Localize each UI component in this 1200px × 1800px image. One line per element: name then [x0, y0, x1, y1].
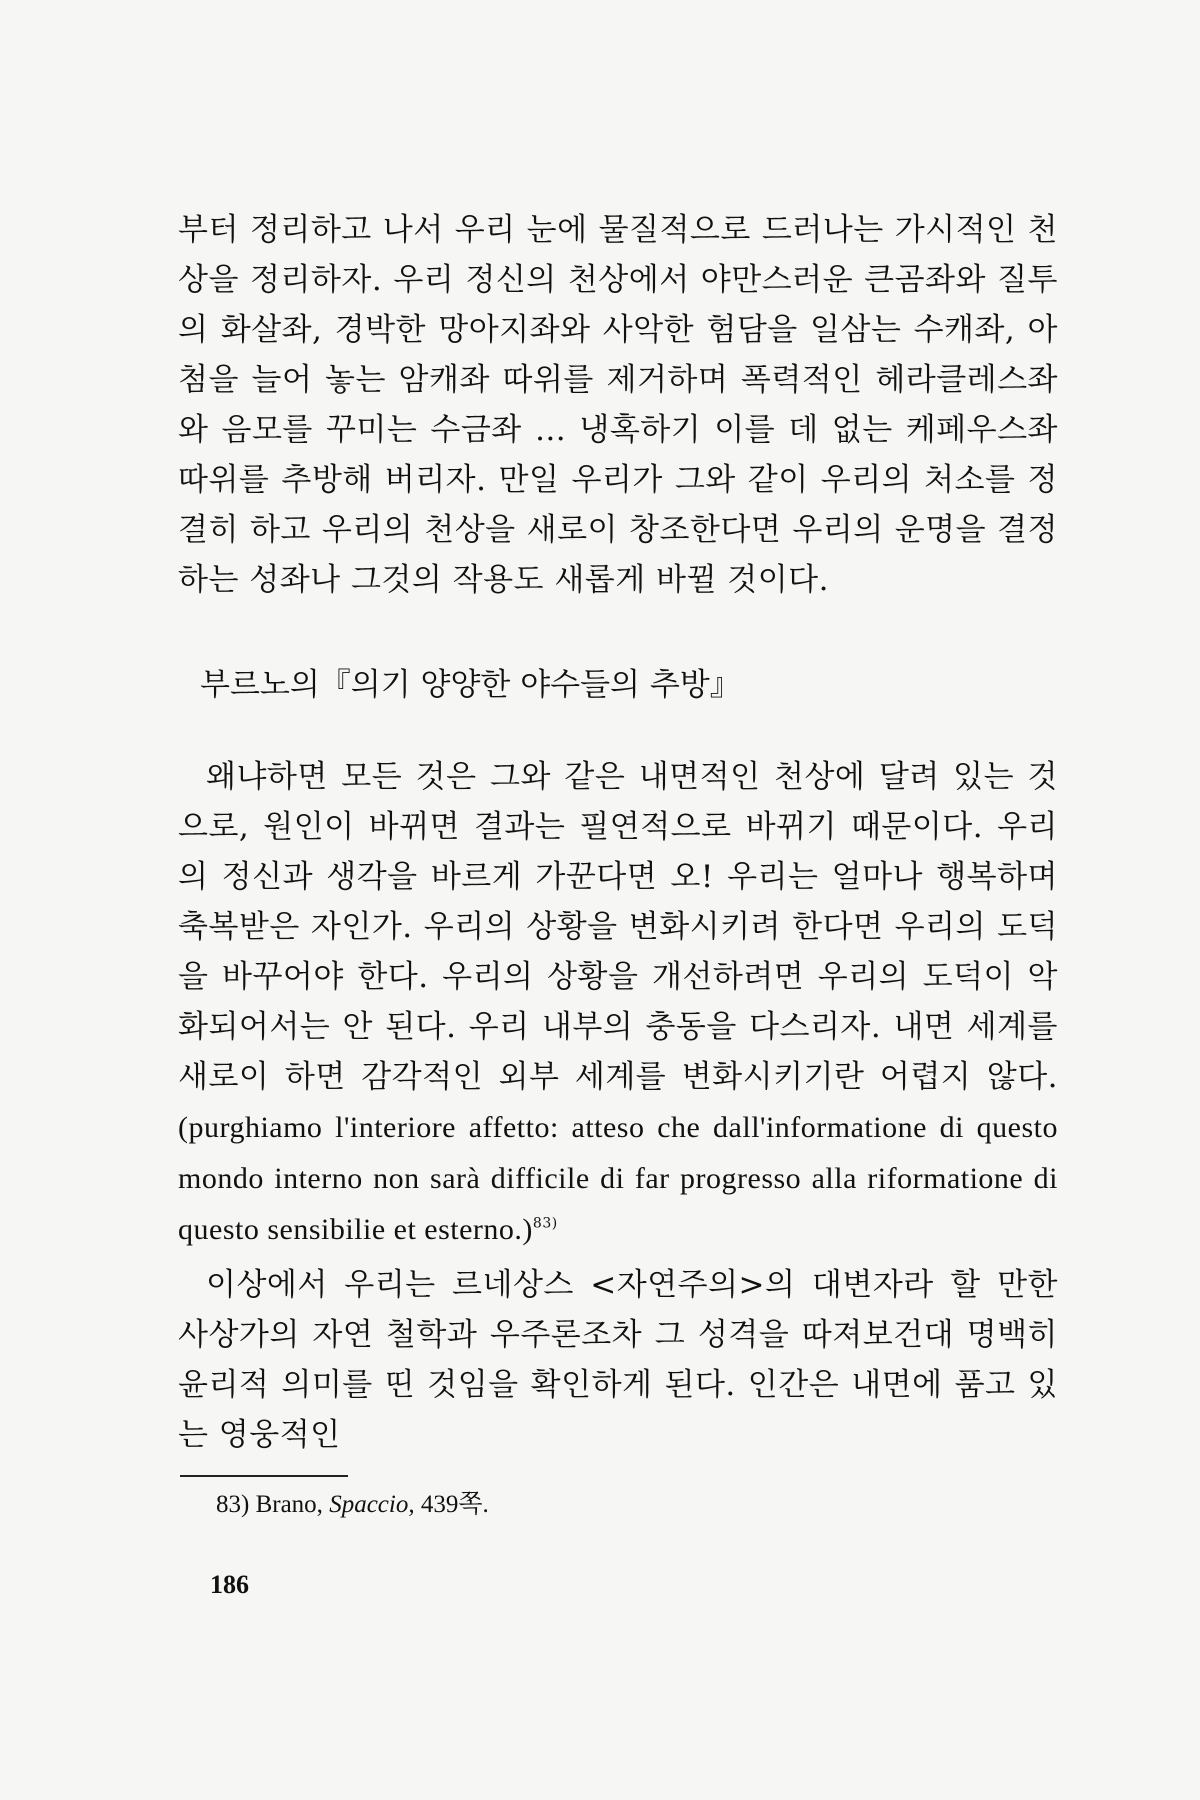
footnote-title: Spaccio,: [329, 1491, 415, 1518]
footnote-page: 439쪽.: [420, 1491, 489, 1518]
paragraph-2-latin-quote: (purghiamo l'interiore affetto: atteso che dall'informatione di questo mondo interno non sarà difficile di far progresso alla riformatione di questo sensibilie et esterno.): [178, 1111, 1058, 1246]
body-paragraph-2: [178, 752, 1058, 1255]
footnote-divider: [180, 1475, 348, 1477]
paragraph-2-korean-text: 왜냐하면 모든 것은 그와 같은 내면적인 천상에 달려 있는 것으로, 원인이 바뀌면 결과는 필연적으로 바뀌기 때문이다. 우리의 정신과 생각을 바르게 가꾼다면 오! 우리는 얼마나 행복하며 축복받은 자인가. 우리의 상황을 변화시키려 한다면 우리의 도덕을 바꾸어야 한다. 우리의 상황을 개선하려면 우리의 도덕이 악화되어서는 안 된다. 우리 내부의 충동을 다스리자. 내면 세계를 새로이 하면 감각적인 외부 세계를 변화시키기란 어렵지 않다.: [178, 759, 1058, 1095]
section-heading: 부르노의『의기 양양한 야수들의 추방』: [200, 667, 741, 703]
body-paragraph-1: 부터 정리하고 나서 우리 눈에 물질적으로 드러나는 가시적인 천상을 정리하자. 우리 정신의 천상에서 야만스러운 큰곰좌와 질투의 화살좌, 경박한 망아지좌와 사악한 험담을 일삼는 수캐좌, 아첨을 늘어 놓는 암캐좌 따위를 제거하며 폭력적인 헤라클레스좌와 음모를 꾸미는 수금좌 … 냉혹하기 이를 데 없는 케페우스좌 따위를 추방해 버리자. 만일 우리가 그와 같이 우리의 처소를 정결히 하고 우리의 천상을 새로이 창조한다면 우리의 운명을 결정하는 성좌나 그것의 작용도 새롭게 바뀔 것이다.: [178, 212, 1058, 598]
footnote-reference: 83): [532, 1215, 558, 1232]
page-number: 186: [210, 1570, 249, 1599]
footnote-number: 83): [216, 1491, 250, 1518]
footnote: [216, 1487, 489, 1523]
footnote-author: Brano,: [255, 1491, 323, 1518]
body-paragraph-3: 이상에서 우리는 르네상스 <자연주의>의 대변자라 할 만한 사상가의 자연 철학과 우주론조차 그 성격을 따져보건대 명백히 윤리적 의미를 띤 것임을 확인하게 된다. 인간은 내면에 품고 있는 영웅적인: [178, 1267, 1058, 1453]
